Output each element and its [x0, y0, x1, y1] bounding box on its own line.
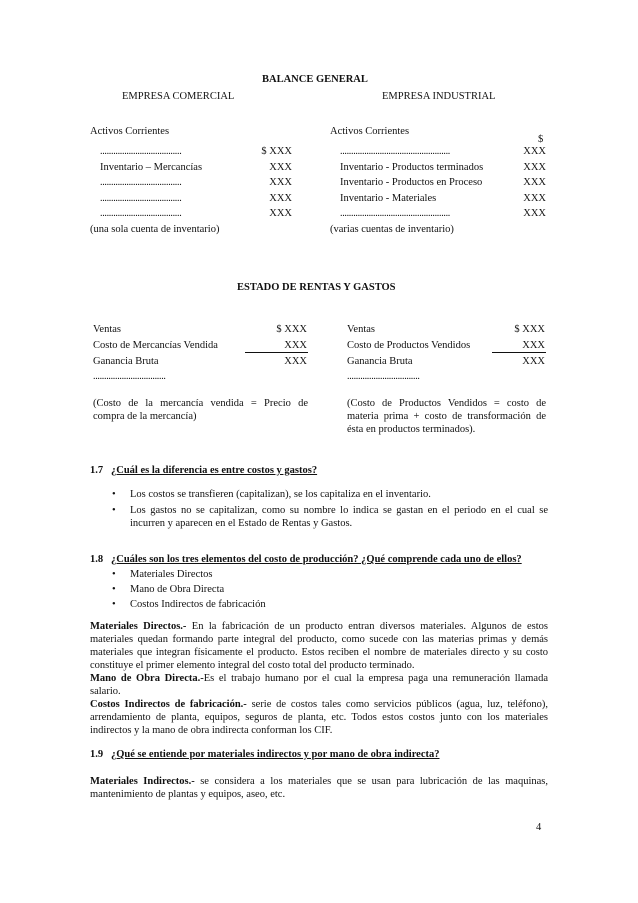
right-income-row-label: Ganancia Bruta — [347, 356, 413, 367]
right-balance-row-label: Inventario - Productos en Proceso — [340, 177, 483, 188]
left-balance-note: (una sola cuenta de inventario) — [90, 224, 220, 235]
left-balance-row-label: Inventario – Mercancías — [100, 162, 203, 173]
left-balance-row-label: ..................................... — [100, 146, 182, 157]
question-number: 1.7 — [90, 465, 104, 476]
definition: se considera a los materiales que se usan para lubricación de las maquinas, mantenimiento de plantas y equipos, aseo, etc. — [90, 776, 548, 800]
term: Materiales Indirectos.- — [90, 776, 195, 787]
term: Mano de Obra Directa.- — [90, 673, 204, 684]
left-balance-row-value: XXX — [269, 162, 292, 173]
list-item: • Materiales Directos — [90, 568, 548, 581]
right-balance-row-label: Inventario - Materiales — [340, 193, 437, 204]
question-1-7-heading — [90, 464, 317, 477]
right-balance-row-value: XXX — [523, 177, 546, 188]
left-balance-row-label: ..................................... — [100, 193, 182, 204]
question-text: ¿Qué se entiende por materiales indirectos y por mano de obra indirecta? — [111, 749, 440, 760]
left-income-row-value: XXX — [284, 340, 307, 351]
question-number: 1.8 — [90, 554, 104, 565]
right-balance-row-value: XXX — [523, 162, 546, 173]
term: Costos Indirectos de fabricación.- — [90, 699, 247, 710]
left-balance-row-value: XXX — [269, 177, 292, 188]
definition: Es el trabajo humano por el cual la empresa paga una remuneración llamada salario. — [90, 673, 548, 697]
question-text: ¿Cuáles son los tres elementos del costo de producción? ¿Qué comprende cada uno de ellos? — [111, 554, 522, 565]
left-income-underline — [245, 352, 308, 353]
right-balance-note: (varias cuentas de inventario) — [330, 224, 454, 235]
q18-paragraphs — [90, 620, 548, 737]
right-income-row-value: XXX — [522, 340, 545, 351]
left-income-note: (Costo de la mercancía vendida = Precio de compra de la mercancía) — [93, 398, 308, 422]
paragraph-materiales-indirectos — [90, 775, 548, 801]
left-section-label: Activos Corrientes — [90, 126, 170, 137]
right-balance-row-value: XXX — [523, 193, 546, 204]
left-income-row-label: Ganancia Bruta — [93, 356, 159, 367]
question-1-8-heading — [90, 553, 522, 566]
left-income-row-label: Ventas — [93, 324, 121, 335]
page-number: 4 — [536, 822, 542, 833]
left-balance-row-value: XXX — [269, 193, 292, 204]
question-text: ¿Cuál es la diferencia es entre costos y gastos? — [111, 465, 318, 476]
left-income-row-value: XXX — [284, 356, 307, 367]
income-statement-title: ESTADO DE RENTAS Y GASTOS — [237, 282, 396, 293]
list-item: • Mano de Obra Directa — [90, 583, 548, 596]
definition: En la fabricación de un producto entran diversos materiales. Algunos de estos materiales quedan formando parte integral del producto, como sucede con las materias primas y demás materiales que integran físicamente el producto. Estos reciben el nombre de materiales directo y su costo constituye el primer elemento integral del costo total del producto terminado. — [90, 621, 548, 671]
definition: serie de costos tales como servicios públicos (agua, luz, teléfono), arrendamiento de planta, equipos, seguros de planta, etc. Todos estos costos junto con los materiales indirectos y la mano de obra indirecta conforman los CIF. — [90, 699, 549, 736]
paragraph-costos-indirectos — [90, 698, 548, 737]
q17-bullet-list — [90, 488, 548, 530]
right-income-row-label: Ventas — [347, 324, 375, 335]
left-balance-row-value: $ XXX — [261, 146, 292, 157]
question-number: 1.9 — [90, 749, 104, 760]
left-income-dots: ................................. — [93, 371, 166, 382]
left-balance-row-value: XXX — [269, 208, 292, 219]
right-balance-row-label: Inventario - Productos terminados — [340, 162, 484, 173]
right-currency-symbol: $ — [538, 134, 544, 145]
right-income-underline — [492, 352, 546, 353]
right-balance-row-value: XXX — [523, 146, 546, 157]
paragraph-mano-de-obra-directa — [90, 672, 548, 698]
left-income-row-value: $ XXX — [276, 324, 307, 335]
left-income-row-label: Costo de Mercancías Vendida — [93, 340, 218, 351]
balance-title: BALANCE GENERAL — [262, 74, 368, 85]
list-item: • Costos Indirectos de fabricación — [90, 598, 548, 611]
right-company-heading: EMPRESA INDUSTRIAL — [382, 91, 496, 102]
right-income-row-value: $ XXX — [514, 324, 545, 335]
right-balance-row-label: .................................................. — [340, 208, 451, 219]
left-company-heading: EMPRESA COMERCIAL — [122, 91, 235, 102]
term: Materiales Directos.- — [90, 621, 187, 632]
left-balance-row-label: ..................................... — [100, 177, 182, 188]
list-item: • Los gastos no se capitalizan, como su nombre lo indica se gastan en el periodo en el cual se incurren y aparecen en el Estado de Rentas y Gastos. — [90, 504, 548, 530]
right-income-row-label: Costo de Productos Vendidos — [347, 340, 471, 351]
question-1-9-heading — [90, 748, 440, 761]
left-balance-row-label: ..................................... — [100, 208, 182, 219]
right-balance-row-value: XXX — [523, 208, 546, 219]
right-income-note: (Costo de Productos Vendidos = costo de materia prima + costo de transformación de ésta en productos terminados). — [347, 398, 546, 435]
q18-bullet-list — [90, 568, 548, 611]
list-item: • Los costos se transfieren (capitalizan), se los capitaliza en el inventario. — [90, 488, 548, 501]
right-section-label: Activos Corrientes — [330, 126, 410, 137]
paragraph-materiales-directos — [90, 620, 548, 672]
right-income-row-value: XXX — [522, 356, 545, 367]
right-income-dots: ................................. — [347, 371, 420, 382]
right-balance-row-label: .................................................. — [340, 146, 451, 157]
